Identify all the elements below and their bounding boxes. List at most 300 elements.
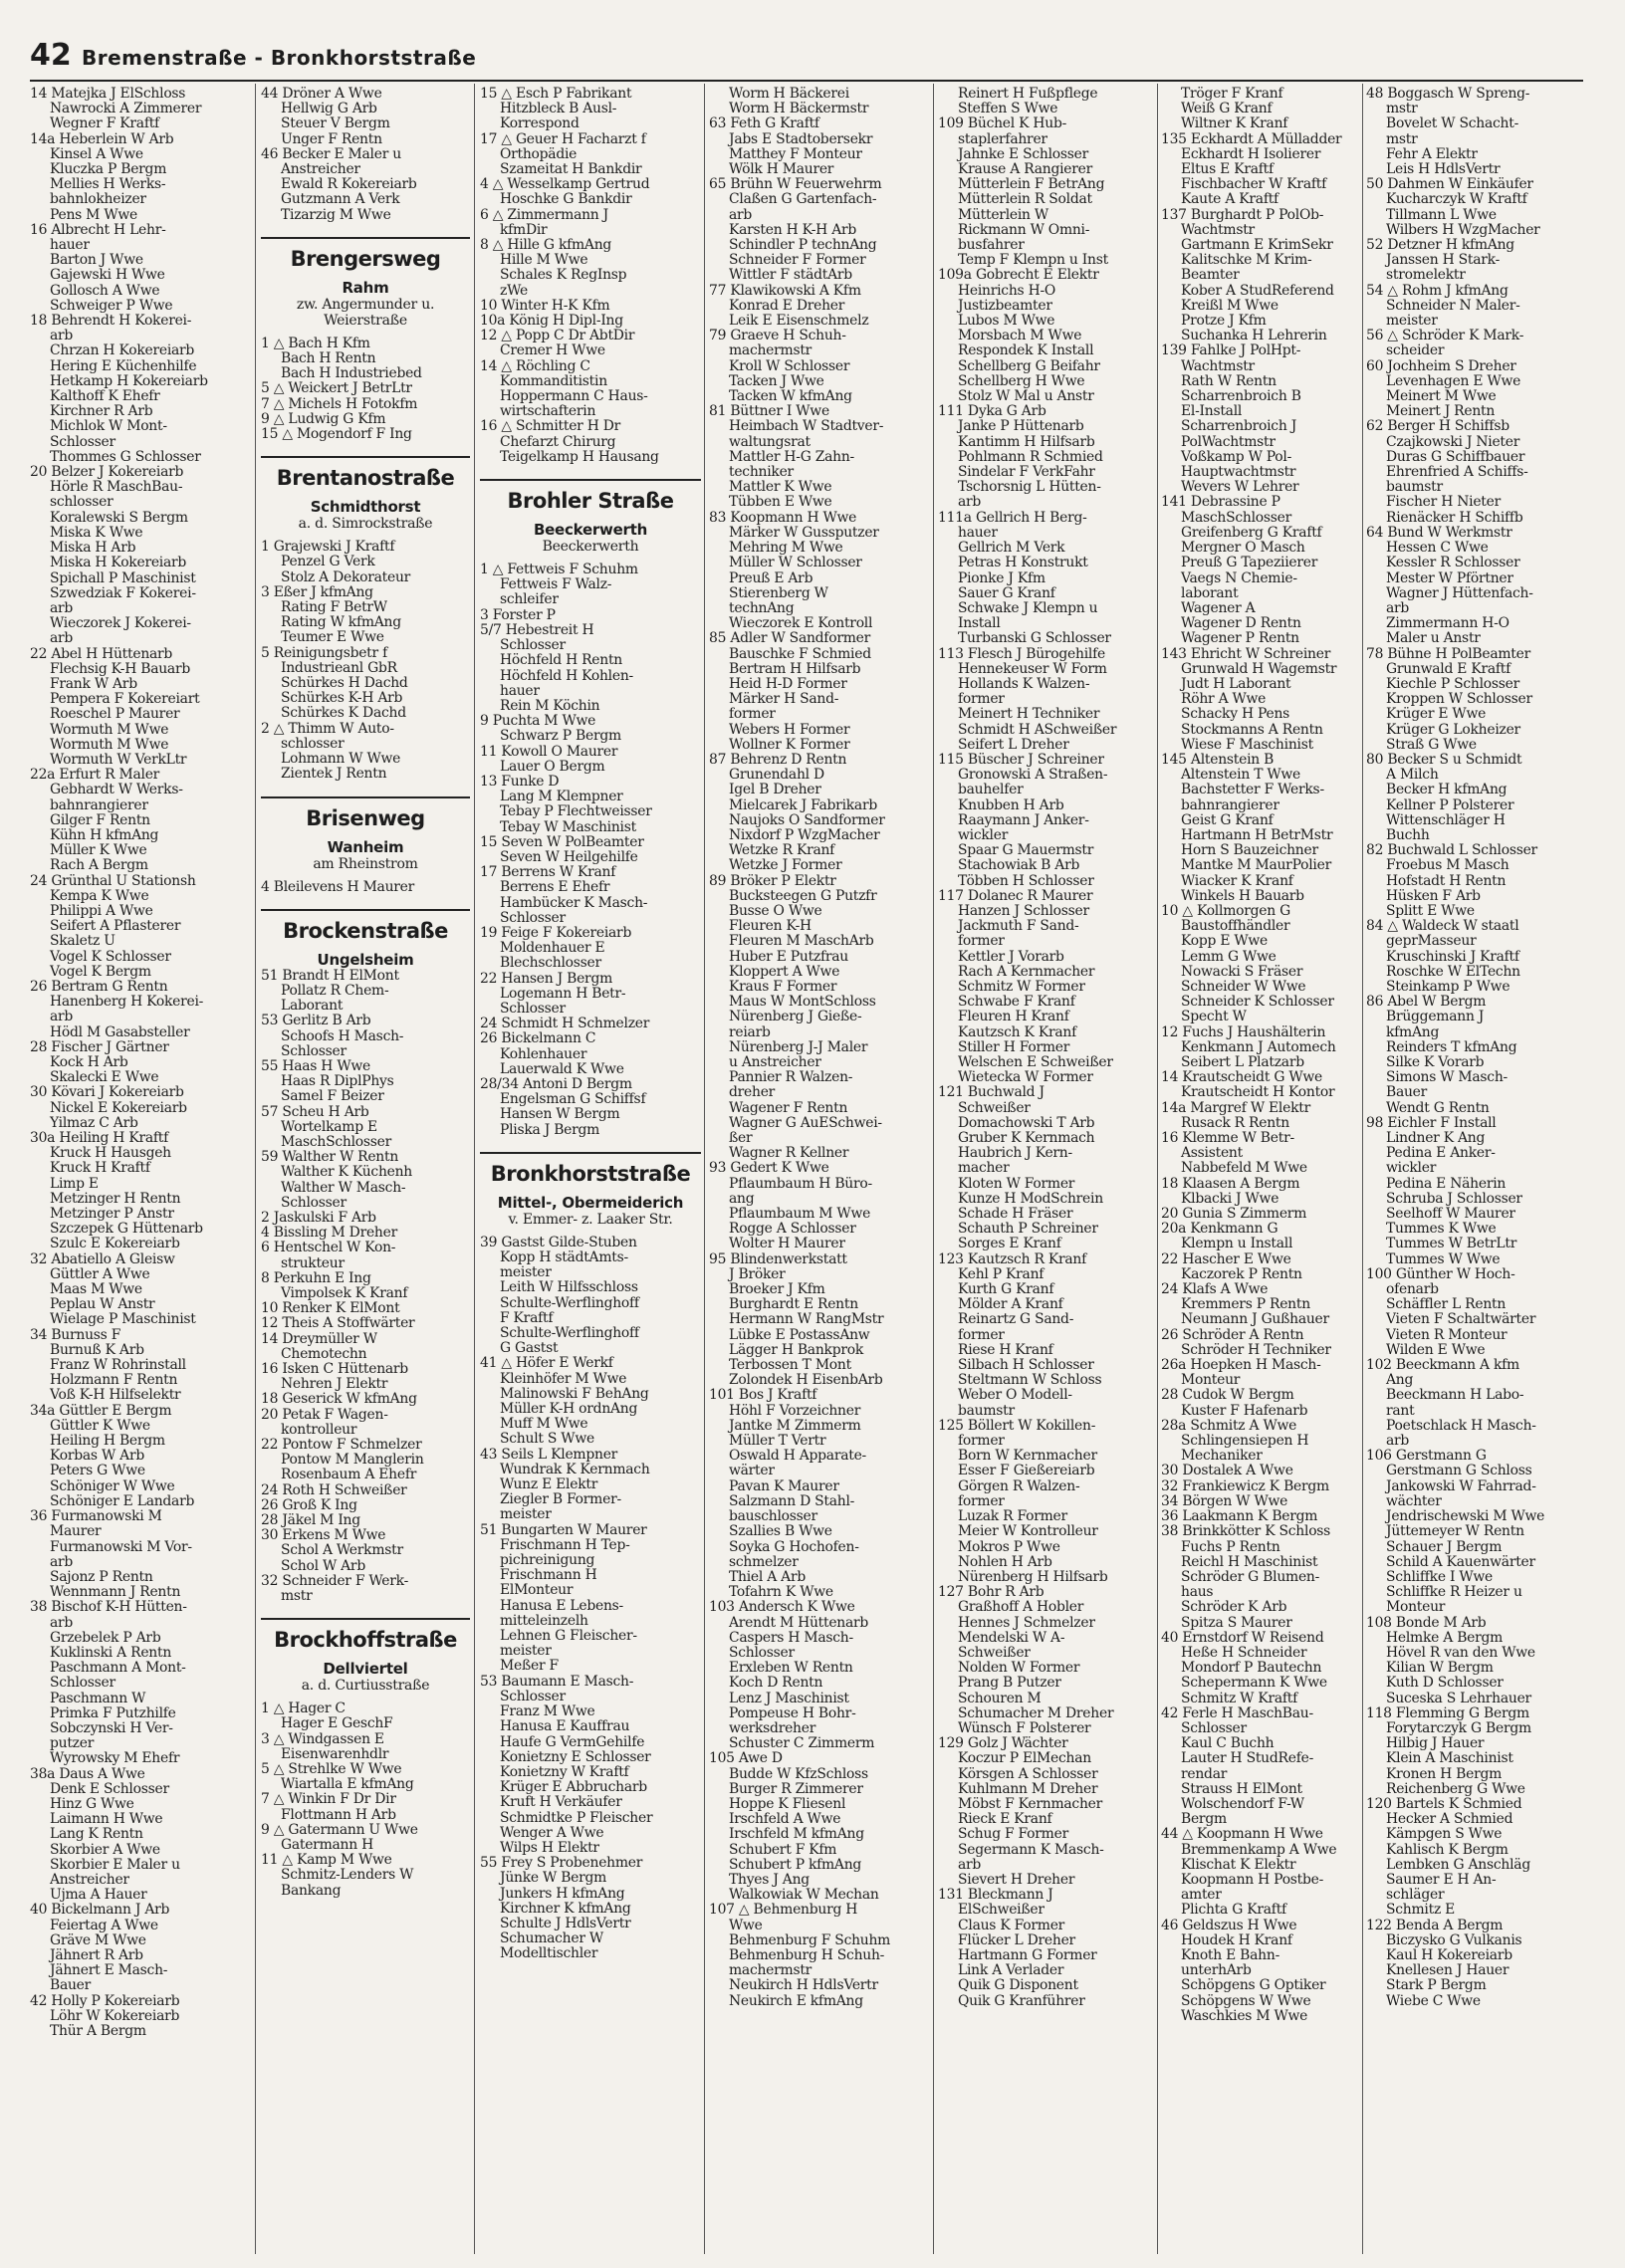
resident-entry: Kämpgen S Wwe — [1386, 1827, 1503, 1843]
resident-entry: 1 △ Bach H Kfm — [261, 336, 370, 351]
resident-entry: Caspers H Masch- — [729, 1630, 853, 1646]
resident-entry: 11 Kowoll O Maurer — [480, 744, 618, 760]
resident-entry: 129 Golz J Wächter — [938, 1736, 1068, 1752]
resident-entry: Wegner F Kraftf — [50, 116, 159, 132]
resident-entry: Kinsel A Wwe — [50, 146, 143, 162]
resident-entry: technAng — [729, 600, 795, 616]
resident-entry: Maas M Wwe — [50, 1282, 142, 1298]
resident-entry: Altenstein T Wwe — [1181, 768, 1301, 784]
resident-entry: Gatermann H — [281, 1838, 373, 1854]
resident-entry: kfmDir — [500, 222, 548, 238]
resident-entry: 44 △ Koopmann H Wwe — [1161, 1827, 1323, 1843]
resident-entry: Yilmaz C Arb — [50, 1115, 138, 1131]
resident-entry: Beamter — [1181, 268, 1240, 284]
resident-entry: Rein M Köchin — [500, 698, 600, 714]
resident-entry: baumstr — [1386, 480, 1443, 496]
resident-entry: Burger R Zimmerer — [729, 1781, 863, 1797]
resident-entry: Lauerwald K Wwe — [500, 1061, 624, 1077]
resident-entry: 107 △ Behmenburg H — [709, 1903, 858, 1919]
resident-entry: Schumacher W — [500, 1931, 603, 1947]
resident-entry: Matthey F Monteur — [729, 146, 862, 162]
resident-entry: Schade H Fräser — [958, 1207, 1073, 1223]
resident-entry: Chrzan H Kokereiarb — [50, 343, 195, 359]
resident-entry: 111 Dyka G Arb — [938, 404, 1046, 420]
resident-entry: mstr — [1386, 102, 1418, 117]
resident-entry: Budde W KfzSchloss — [729, 1766, 868, 1782]
resident-entry: arb — [50, 1615, 74, 1631]
resident-entry: Schulte-Werflinghoff — [500, 1295, 639, 1311]
resident-entry: Neukirch E kfmAng — [729, 1993, 863, 2009]
resident-entry: former — [958, 934, 1005, 950]
resident-entry: Kober A StudReferend — [1181, 283, 1334, 299]
resident-entry: Saumer E H An- — [1386, 1872, 1497, 1888]
resident-entry: Peters G Wwe — [50, 1464, 145, 1479]
resident-entry: 20 Belzer J Kokereiarb — [30, 465, 184, 481]
resident-entry: Becker H kfmAng — [1386, 783, 1508, 798]
resident-entry: Schlosser — [729, 1645, 795, 1661]
resident-entry: 20 Petak F Wagen- — [261, 1407, 388, 1423]
resident-entry: Skalecki E Wwe — [50, 1070, 159, 1086]
resident-entry: 24 Klafs A Wwe — [1161, 1282, 1269, 1298]
resident-entry: Wiacker K Kranf — [1181, 873, 1293, 889]
resident-entry: Mütterlein F BetrAng — [958, 177, 1105, 193]
resident-entry: Kock H Arb — [50, 1055, 128, 1070]
resident-entry: Mechaniker — [1181, 1449, 1263, 1465]
resident-entry: 30a Heiling H Kraftf — [30, 1131, 168, 1147]
resident-entry: Salzmann D Stahl- — [729, 1493, 855, 1509]
resident-entry: Winkels H Bauarb — [1181, 888, 1304, 904]
resident-entry: 38 Bischof K-H Hütten- — [30, 1600, 187, 1616]
resident-entry: 24 Schmidt H Schmelzer — [480, 1017, 650, 1032]
resident-entry: 39 Gastst Gilde-Stuben — [480, 1235, 637, 1250]
resident-entry: Hövel R van den Wwe — [1386, 1645, 1535, 1661]
resident-entry: Cremer H Wwe — [500, 343, 605, 359]
resident-entry: Krüger G Lokheizer — [1386, 722, 1520, 738]
resident-entry: 16 Albrecht H Lehr- — [30, 222, 166, 238]
resident-entry: Igel B Dreher — [729, 783, 821, 798]
resident-entry: Schneider W Wwe — [1181, 979, 1306, 995]
column-rule — [933, 84, 934, 2254]
resident-entry: Wetzke J Former — [729, 858, 842, 874]
resident-entry: Barton J Wwe — [50, 253, 143, 269]
resident-entry: Kloppert A Wwe — [729, 964, 840, 980]
resident-entry: Roschke W ElTechn — [1386, 964, 1520, 980]
resident-entry: mitteleinzelh — [500, 1613, 588, 1629]
resident-entry: techniker — [729, 465, 794, 481]
resident-entry: Kruschinski J Kraftf — [1386, 949, 1519, 965]
resident-entry: Tofahrn K Wwe — [729, 1585, 833, 1601]
resident-entry: Schacky H Pens — [1181, 707, 1290, 723]
street-heading: Brohler Straße — [480, 479, 701, 515]
resident-entry: laborant — [1181, 585, 1239, 601]
resident-entry: Schmitz-Lenders W — [281, 1868, 414, 1884]
resident-entry: schlosser — [50, 495, 114, 511]
resident-entry: 13 Funke D — [480, 774, 560, 790]
resident-entry: 5 △ Strehlke W Wwe — [261, 1762, 402, 1778]
resident-entry: Wyrowsky M Ehefr — [50, 1751, 180, 1767]
resident-entry: Meinert M Wwe — [1386, 389, 1497, 405]
resident-entry: arb — [50, 1554, 74, 1570]
district-name: Wanheim — [327, 837, 404, 856]
resident-entry: Wagner R Kellner — [729, 1146, 849, 1162]
resident-entry: Pollatz R Chem- — [281, 983, 389, 999]
resident-entry: Wachtmstr — [1181, 222, 1255, 238]
resident-entry: macher — [958, 1161, 1010, 1177]
resident-entry: 93 Gedert K Wwe — [709, 1161, 829, 1177]
resident-entry: Mester W Pförtner — [1386, 570, 1513, 586]
resident-entry: Reichenberg G Wwe — [1386, 1781, 1525, 1797]
resident-entry: Specht W — [1181, 1010, 1247, 1025]
resident-entry: Hambücker K Masch- — [500, 895, 648, 911]
directory-column-3 — [480, 87, 701, 2252]
directory-column-7 — [1366, 87, 1605, 2252]
resident-entry: Terbossen T Mont — [729, 1358, 851, 1374]
district-name: Beeckerwerth — [533, 521, 648, 540]
resident-entry: Turbanski G Schlosser — [958, 631, 1111, 647]
resident-entry: MaschSchlosser — [1181, 510, 1292, 526]
resident-entry: Wieczorek J Kokerei- — [50, 616, 191, 632]
resident-entry: 56 △ Schröder K Mark- — [1366, 329, 1524, 344]
resident-entry: 12 △ Popp C Dr AbtDir — [480, 329, 635, 344]
resident-entry: Pliska J Bergm — [500, 1122, 600, 1138]
resident-entry: 22 Hascher E Wwe — [1161, 1251, 1291, 1267]
resident-entry: arb — [729, 207, 753, 223]
resident-entry: Reinders T kfmAng — [1386, 1039, 1517, 1055]
resident-entry: 15 Seven W PolBeamter — [480, 834, 644, 850]
resident-entry: Kruck H Hausgeh — [50, 1146, 171, 1162]
resident-entry: 57 Scheu H Arb — [261, 1104, 369, 1120]
resident-entry: Huber E Putzfrau — [729, 949, 848, 965]
resident-entry: Spitza S Maurer — [1181, 1615, 1292, 1631]
resident-entry: 14 Matejka J ElSchloss — [30, 87, 186, 102]
resident-entry: Schlosser — [281, 1043, 347, 1059]
resident-entry: Domachowski T Arb — [958, 1115, 1095, 1131]
resident-entry: Thür A Bergm — [50, 2024, 146, 2039]
resident-entry: Wundrak K Kernmach — [500, 1462, 650, 1477]
resident-entry: Stark P Bergm — [1386, 1978, 1487, 1994]
resident-entry: 3 Eßer J kfmAng — [261, 584, 373, 600]
resident-entry: 15 △ Esch P Fabrikant — [480, 87, 632, 102]
resident-entry: Silke K Vorarb — [1386, 1055, 1485, 1070]
resident-entry: Schlosser — [1181, 1720, 1247, 1736]
resident-entry: Berrens E Ehefr — [500, 880, 610, 896]
resident-entry: Kaul C Buchh — [1181, 1736, 1275, 1752]
resident-entry: Kuhlmann M Dreher — [958, 1781, 1098, 1797]
resident-entry: Fleuren M MaschArb — [729, 934, 874, 950]
resident-entry: MaschSchlosser — [281, 1134, 392, 1150]
resident-entry: Schindler P technAng — [729, 238, 877, 254]
resident-entry: Silbach H Schlosser — [958, 1358, 1094, 1374]
resident-entry: Schubert P kfmAng — [729, 1857, 862, 1873]
resident-entry: Quik G Disponent — [958, 1978, 1078, 1994]
resident-entry: 89 Bröker P Elektr — [709, 873, 836, 889]
resident-entry: Korbas W Arb — [50, 1449, 144, 1465]
resident-entry: Ang — [1386, 1373, 1414, 1389]
resident-entry: Ehrenfried A Schiffs- — [1386, 465, 1528, 481]
resident-entry: Franz W Rohrinstall — [50, 1358, 186, 1374]
resident-entry: 28 Jäkel M Ing — [261, 1513, 360, 1529]
resident-entry: unterhArb — [1181, 1963, 1252, 1979]
resident-entry: Mergner O Masch — [1181, 541, 1305, 557]
resident-entry: Steinkamp P Wwe — [1386, 979, 1510, 995]
resident-entry: Mattler K Wwe — [729, 480, 832, 496]
resident-entry: Hoppermann C Haus- — [500, 389, 648, 405]
resident-entry: Wwe — [729, 1918, 763, 1933]
resident-entry: wickler — [1386, 1161, 1437, 1177]
resident-entry: Fleuren H Kranf — [958, 1010, 1069, 1025]
resident-entry: 22a Erfurt R Maler — [30, 768, 160, 784]
resident-entry: 12 Theis A Stoffwärter — [261, 1316, 415, 1332]
resident-entry: Beeckmann H Labo- — [1386, 1388, 1524, 1404]
resident-entry: Wiltner K Kranf — [1181, 116, 1288, 132]
resident-entry: machermstr — [729, 1963, 812, 1979]
street-heading: Brockhoffstraße — [261, 1618, 470, 1654]
resident-entry: Bertram H Hilfsarb — [729, 661, 861, 677]
resident-entry: Junkers H kfmAng — [500, 1886, 625, 1902]
resident-entry: Szczepek G Hüttenarb — [50, 1222, 203, 1238]
resident-entry: Brüggemann J — [1386, 1010, 1485, 1025]
resident-entry: Soyka G Hochofen- — [729, 1539, 859, 1555]
resident-entry: 17 Berrens W Kranf — [480, 865, 616, 881]
resident-entry: Neumann J Gußhauer — [1181, 1312, 1329, 1328]
resident-entry: ElMonteur — [500, 1583, 574, 1599]
resident-entry: Stierenberg W — [729, 585, 828, 601]
resident-entry: ßer — [729, 1131, 753, 1147]
resident-entry: Froebus M Masch — [1386, 858, 1509, 874]
resident-entry: Rach A Bergm — [50, 858, 148, 874]
resident-entry: Wormuth M Wwe — [50, 722, 169, 738]
resident-entry: Pontow M Manglerin — [281, 1453, 424, 1469]
resident-entry: Hödl M Gasabsteller — [50, 1024, 190, 1040]
resident-entry: Chefarzt Chirurg — [500, 434, 616, 450]
resident-entry: Wolschendorf F-W — [1181, 1796, 1304, 1812]
resident-entry: 34a Güttler E Bergm — [30, 1403, 172, 1419]
resident-entry: Frischmann H Tep- — [500, 1537, 630, 1553]
resident-entry: Wormuth M Wwe — [50, 737, 169, 753]
street-location: a. d. Curtiusstraße — [301, 1678, 430, 1695]
resident-entry: Meinert J Rentn — [1386, 404, 1496, 420]
resident-entry: 141 Debrassine P — [1161, 495, 1280, 511]
resident-entry: Miska H Arb — [50, 541, 136, 557]
resident-entry: Mellies H Werks- — [50, 177, 166, 193]
resident-entry: 8 Perkuhn E Ing — [261, 1270, 371, 1286]
resident-entry: Hartmann G Former — [958, 1947, 1097, 1963]
resident-entry: Lembken G Anschläg — [1386, 1857, 1530, 1873]
resident-entry: Wünsch F Polsterer — [958, 1720, 1091, 1736]
resident-entry: Lindner K Ang — [1386, 1131, 1486, 1147]
resident-entry: Jankowski W Fahrrad- — [1386, 1478, 1536, 1494]
resident-entry: Wölk H Maurer — [729, 162, 834, 178]
resident-entry: Wietecka W Former — [958, 1070, 1093, 1086]
resident-entry: arb — [50, 329, 74, 344]
resident-entry: Schoofs H Masch- — [281, 1028, 404, 1044]
resident-entry: Hermann W RangMstr — [729, 1312, 884, 1328]
resident-entry: Seifert A Pflasterer — [50, 919, 181, 935]
resident-entry: Wortelkamp E — [281, 1119, 377, 1135]
resident-entry: Leik E Eisenschmelz — [729, 314, 869, 330]
resident-entry: Preuß G Tapeziierer — [1181, 556, 1318, 571]
resident-entry: ang — [729, 1191, 755, 1207]
resident-entry: 40 Ernstdorf W Reisend — [1161, 1630, 1324, 1646]
resident-entry: Schöniger E Landarb — [50, 1493, 195, 1509]
resident-entry: Riese H Kranf — [958, 1342, 1053, 1358]
resident-entry: bahnrangierer — [50, 797, 148, 813]
resident-entry: Sobczynski H Ver- — [50, 1720, 173, 1736]
resident-entry: Jähnert E Masch- — [50, 1963, 168, 1979]
resident-entry: Kroll W Schlosser — [729, 358, 850, 374]
resident-entry: Höchfeld H Kohlen- — [500, 668, 633, 684]
resident-entry: Flücker L Dreher — [958, 1932, 1075, 1948]
resident-entry: Meßer F — [500, 1659, 559, 1675]
resident-entry: Nixdorf P WzgMacher — [729, 827, 880, 843]
resident-entry: Haubrich J Kern- — [958, 1146, 1072, 1162]
resident-entry: former — [958, 1434, 1005, 1450]
resident-entry: Orthopädie — [500, 146, 578, 162]
resident-entry: Schales K RegInsp — [500, 268, 627, 284]
resident-entry: Kantimm H Hilfsarb — [958, 434, 1095, 450]
resident-entry: Bucksteegen G Putzfr — [729, 888, 877, 904]
resident-entry: Straß G Wwe — [1386, 737, 1477, 753]
resident-entry: Jüttemeyer W Rentn — [1386, 1524, 1524, 1540]
resident-entry: Kaute A Kraftf — [1181, 192, 1278, 208]
resident-entry: Tummes W BetrLtr — [1386, 1237, 1517, 1252]
resident-entry: arb — [1386, 600, 1410, 616]
resident-entry: Mendelski W A- — [958, 1630, 1065, 1646]
resident-entry: Reinartz G Sand- — [958, 1312, 1074, 1328]
resident-entry: Weber O Modell- — [958, 1388, 1072, 1404]
district-name: Dellviertel — [323, 1660, 408, 1679]
resident-entry: Kloten W Former — [958, 1176, 1075, 1192]
resident-entry: Schauer J Bergm — [1386, 1539, 1503, 1555]
resident-entry: Kroppen W Schlosser — [1386, 692, 1532, 708]
resident-entry: Kirchner R Arb — [50, 404, 153, 420]
resident-entry: 6 △ Zimmermann J — [480, 207, 608, 223]
resident-entry: Graßhoff A Hobler — [958, 1600, 1084, 1616]
resident-entry: Lübke E PostassAnw — [729, 1327, 870, 1343]
resident-entry: 59 Walther W Rentn — [261, 1150, 399, 1166]
resident-entry: Mehring M Wwe — [729, 541, 843, 557]
resident-entry: Wunz E Elektr — [500, 1477, 598, 1493]
resident-entry: 18 Behrendt H Kokerei- — [30, 314, 192, 330]
resident-entry: Claus K Former — [958, 1918, 1065, 1933]
resident-entry: Kreißl M Wwe — [1181, 298, 1278, 314]
resident-entry: hauer — [500, 683, 540, 699]
resident-entry: Heiling H Bergm — [50, 1434, 165, 1450]
resident-entry: Stiller H Former — [958, 1039, 1070, 1055]
resident-entry: Hecker A Schmied — [1386, 1812, 1513, 1828]
resident-entry: Schröder K Arb — [1181, 1600, 1287, 1616]
resident-entry: 22 Hansen J Bergm — [480, 971, 613, 987]
resident-entry: 64 Bund W Werkmstr — [1366, 525, 1512, 541]
resident-entry: Eltus E Kraftf — [1181, 162, 1274, 178]
resident-entry: Reichl H Maschinist — [1181, 1554, 1318, 1570]
resident-entry: Gilger F Rentn — [50, 812, 150, 828]
resident-entry: arb — [50, 600, 74, 616]
resident-entry: Paschmann A Mont- — [50, 1661, 186, 1677]
resident-entry: Schouren M — [958, 1691, 1042, 1706]
resident-entry: zWe — [500, 283, 528, 299]
resident-entry: Baustoffhändler — [1181, 919, 1290, 935]
street-location: zw. Angermunder u. Weierstraße — [296, 296, 435, 329]
resident-entry: Segermann K Masch- — [958, 1842, 1104, 1858]
resident-entry: Monteur — [1181, 1373, 1241, 1389]
resident-entry: Penzel G Verk — [281, 555, 375, 570]
resident-entry: 17 △ Geuer H Facharzt f — [480, 131, 646, 147]
resident-entry: 86 Abel W Bergm — [1366, 995, 1487, 1011]
resident-entry: 1 Grajewski J Kraftf — [261, 540, 395, 556]
resident-entry: Schubert F Kfm — [729, 1842, 837, 1858]
resident-entry: Sauer G Kranf — [958, 585, 1055, 601]
resident-entry: Schwabe F Kranf — [958, 995, 1075, 1011]
resident-entry: Hager E GeschF — [281, 1716, 393, 1732]
resident-entry: Plichta G Kraftf — [1181, 1903, 1286, 1919]
resident-entry: Wilbers H WzgMacher — [1386, 222, 1540, 238]
resident-entry: Haas R DiplPhys — [281, 1074, 394, 1090]
resident-entry: Hansen W Bergm — [500, 1107, 620, 1123]
resident-entry: Jantke M Zimmerm — [729, 1418, 861, 1434]
resident-entry: 9 Puchta M Wwe — [480, 714, 596, 730]
resident-entry: Fischbacher W Kraftf — [1181, 177, 1326, 193]
resident-entry: Erxleben W Rentn — [729, 1661, 853, 1677]
resident-entry: Webers H Former — [729, 722, 850, 738]
resident-entry: 1 △ Hager C — [261, 1701, 346, 1717]
resident-entry: Spichall P Maschinist — [50, 570, 196, 586]
resident-entry: Splitt E Wwe — [1386, 903, 1475, 919]
resident-entry: Steffen S Wwe — [958, 102, 1058, 117]
resident-entry: Schürkes K-H Arb — [281, 691, 403, 707]
resident-entry: 135 Eckhardt A Mülladder — [1161, 131, 1342, 147]
resident-entry: pichreinigung — [500, 1553, 595, 1569]
resident-entry: 55 Frey S Probenehmer — [480, 1856, 643, 1872]
resident-entry: Frank W Arb — [50, 676, 137, 692]
resident-entry: Kuklinski A Rentn — [50, 1645, 172, 1661]
resident-entry: 28 Fischer J Gärtner — [30, 1039, 169, 1055]
resident-entry: Seibert L Platzarb — [1181, 1055, 1304, 1070]
district-name: Mittel-, Obermeiderich — [497, 1193, 684, 1212]
resident-entry: Lang M Klempner — [500, 790, 623, 805]
resident-entry: Prang B Putzer — [958, 1676, 1061, 1692]
resident-entry: Nohlen H Arb — [958, 1554, 1052, 1570]
resident-entry: Vimpolsek K Kranf — [281, 1285, 408, 1301]
resident-entry: Maus W MontSchloss — [729, 995, 876, 1011]
street-location: a. d. Simrockstraße — [298, 516, 433, 533]
resident-entry: 51 Bungarten W Maurer — [480, 1522, 647, 1538]
resident-entry: Samel F Beizer — [281, 1089, 384, 1105]
resident-entry: Mondorf P Bautechn — [1181, 1661, 1322, 1677]
resident-entry: Mielcarek J Fabrikarb — [729, 797, 877, 813]
resident-entry: 139 Fahlke J PolHpt- — [1161, 343, 1301, 359]
district-name: Ungelsheim — [317, 950, 414, 969]
resident-entry: former — [958, 692, 1005, 708]
resident-entry: Märker W Gussputzer — [729, 525, 879, 541]
resident-entry: Wendt G Rentn — [1386, 1100, 1490, 1116]
resident-entry: Horn S Bauzeichner — [1181, 843, 1318, 859]
resident-entry: Pflaumbaum H Büro- — [729, 1176, 872, 1192]
resident-entry: Jünke W Bergm — [500, 1871, 607, 1887]
resident-entry: 103 Andersch K Wwe — [709, 1600, 855, 1616]
resident-entry: Hellwig G Arb — [281, 102, 377, 117]
resident-entry: 123 Kautzsch R Kranf — [938, 1251, 1086, 1267]
resident-entry: Feiertag A Wwe — [50, 1918, 158, 1933]
resident-entry: 143 Ehricht W Schreiner — [1161, 646, 1331, 662]
resident-entry: Levenhagen E Wwe — [1386, 373, 1521, 389]
resident-entry: Schwake J Klempn u — [958, 600, 1098, 616]
resident-entry: Fleuren K-H — [729, 919, 812, 935]
resident-entry: Heinrichs H-O — [958, 283, 1056, 299]
resident-entry: 32 Frankiewicz K Bergm — [1161, 1478, 1329, 1494]
resident-entry: Thiel A Arb — [729, 1569, 806, 1585]
resident-entry: Wagner G AuESchwei- — [729, 1115, 882, 1131]
